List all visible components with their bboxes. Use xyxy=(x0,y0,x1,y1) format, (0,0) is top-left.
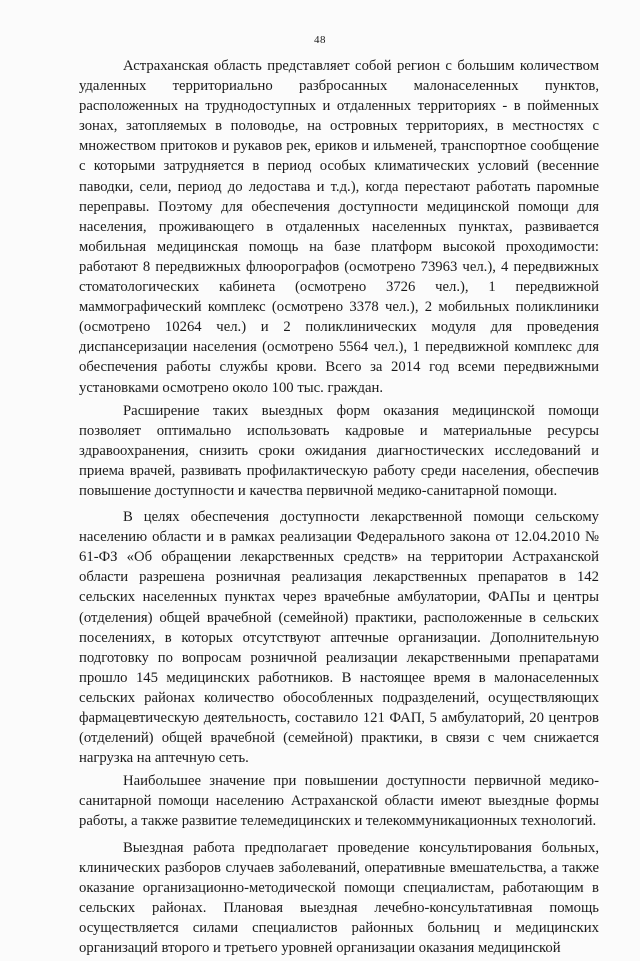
paragraph-telemedicine: Наибольшее значение при повышении доступности первичной медико-санитарной помощи населению Астраханской области имеют выездные формы работы, а также развитие телемедицинских и телекоммуникационных технологий. xyxy=(79,773,599,830)
page-body xyxy=(79,56,599,961)
page-number: 48 xyxy=(314,34,326,46)
paragraph-field-work: Выездная работа предполагает проведение консультирования больных, клинических разборов случаев заболеваний, оперативные вмешательства, а также оказание организационно-методической помощи специалистам, работающим в сельских районах. Плановая выездная лечебно-консультативная помощь осуществляется силами специалистов районных больниц и медицинских организаций второго и третьего уровней организации оказания медицинской xyxy=(79,839,599,957)
paragraph-outreach-forms: Расширение таких выездных форм оказания медицинской помощи позволяет оптимально использовать кадровые и материальные ресурсы здравоохранения, снизить сроки ожидания диагностических исследований и приема врачей, развивать профилактическую работу среди населения, обеспечив повышение доступности и качества первичной медико-санитарной помощи. xyxy=(79,402,599,499)
paragraph-drug-availability: В целях обеспечения доступности лекарственной помощи сельскому населению области и в рамках реализации Федерального закона от 12.04.2010 № 61-ФЗ «Об обращении лекарственных средств» на территории Астраханской области разрешена розничная реализация лекарственных препаратов в 142 сельских населенных пунктах через врачебные амбулатории, ФАПы и центры (отделения) общей врачебной (семейной) практики, расположенные в сельских поселениях, в которых отсутствуют аптечные организации. Дополнительную подготовку по вопросам розничной реализации лекарственными препаратами прошло 145 медицинских работников. В настоящее время в малонаселенных сельских районах количество обособленных подразделений, осуществляющих фармацевтическую деятельность, составило 121 ФАП, 5 амбулаторий, 20 центров (отделений) общей врачебной (семейной) практики, в связи с чем снижается нагрузка на аптечную сеть. xyxy=(79,509,599,767)
paragraph-mobile-medical-care: Астраханская область представляет собой регион с большим количеством удаленных территориально разбросанных малонаселенных пунктов, расположенных на труднодоступных и отдаленных территориях - в пойменных зонах, затопляемых в половодье, на островных территориях, в местностях с множеством притоков и рукавов рек, ериков и ильменей, транспортное сообщение с которыми затрудняется в период особых климатических условий (весенние паводки, сели, период до ледостава и т.д.), когда перестают работать паромные переправы. Поэтому для обеспечения доступности медицинской помощи для населения, проживающего в отдаленных населенных пунктах, развивается мобильная медицинская помощь на базе платформ высокой проходимости: работают 8 передвижных флюорографов (осмотрено 73963 чел.), 4 передвижных стоматологических кабинета (осмотрено 3726 чел.), 1 передвижной маммографический комплекс (осмотрено 3378 чел.), 2 мобильных поликлиники (осмотрено 10264 чел.) и 2 поликлинических модуля для проведения диспансеризации населения (осмотрено 5564 чел.), 1 передвижной комплекс для обеспечения работы службы крови. Всего за 2014 год всеми передвижными установками осмотрено около 100 тыс. граждан. xyxy=(79,58,599,396)
